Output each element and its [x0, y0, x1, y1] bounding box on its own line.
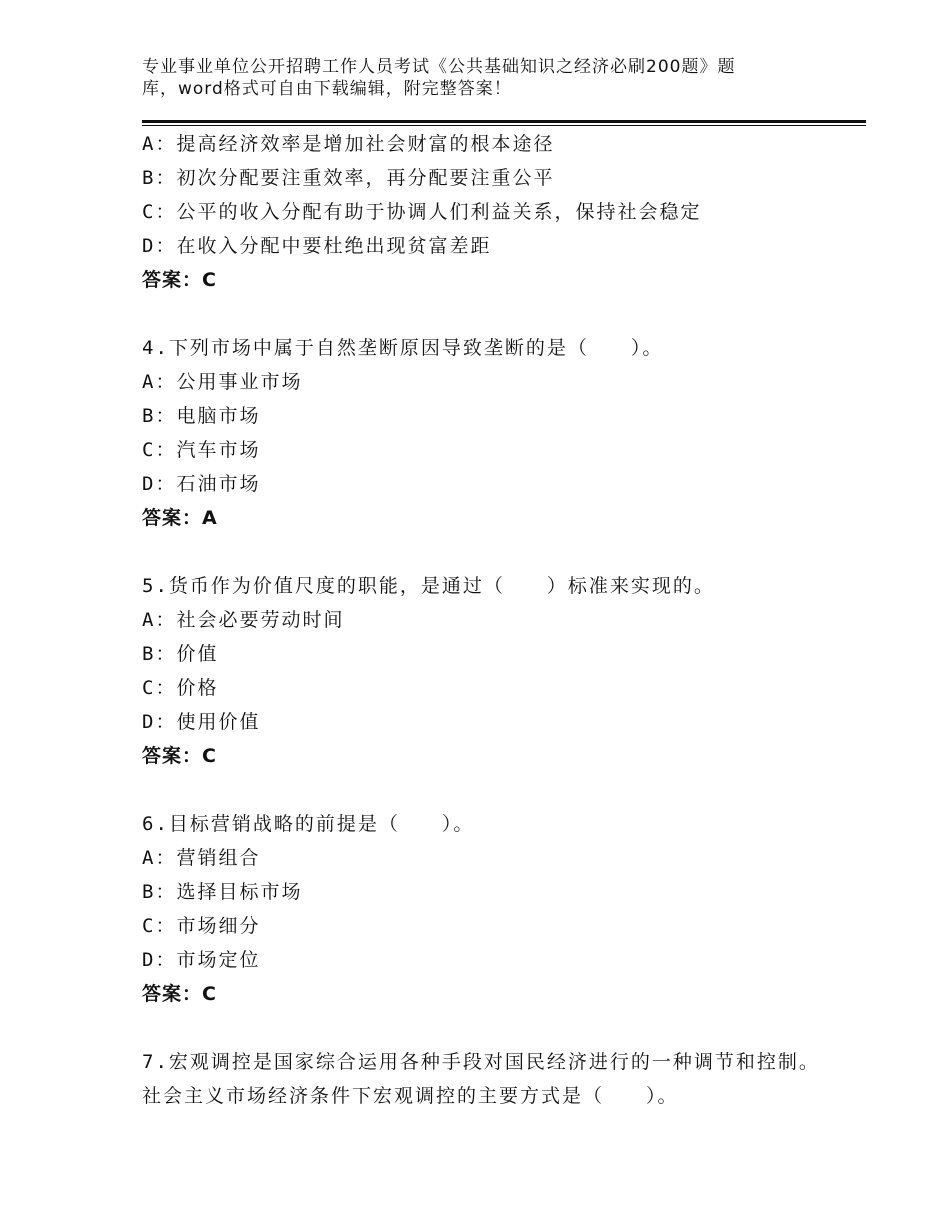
option-d: D：在收入分配中要杜绝出现贫富差距 — [142, 235, 492, 257]
header-line-2: 库，word格式可自由下载编辑，附完整答案！ — [142, 79, 512, 99]
option-c: C：市场细分 — [142, 915, 261, 937]
question-text: 4.下列市场中属于自然垄断原因导致垄断的是（ ）。 — [142, 337, 664, 359]
header-rule-thin — [142, 125, 866, 126]
option-b: B：价值 — [142, 643, 219, 665]
question-6 — [142, 807, 862, 1011]
question-7 — [142, 1045, 862, 1113]
document-header — [142, 56, 782, 100]
answer: 答案：C — [142, 269, 217, 291]
question-4 — [142, 331, 862, 535]
answer: 答案：C — [142, 983, 217, 1005]
question-list — [142, 127, 862, 1113]
question-text: 5.货币作为价值尺度的职能，是通过（ ）标准来实现的。 — [142, 575, 715, 597]
question-text: 7.宏观调控是国家综合运用各种手段对国民经济进行的一种调节和控制。社会主义市场经济条件下宏观调控的主要方式是（ ）。 — [142, 1051, 820, 1107]
option-b: B：初次分配要注重效率，再分配要注重公平 — [142, 167, 555, 189]
option-a: A：提高经济效率是增加社会财富的根本途径 — [142, 133, 555, 155]
option-d: D：市场定位 — [142, 949, 261, 971]
option-c: C：汽车市场 — [142, 439, 261, 461]
answer: 答案：A — [142, 507, 218, 529]
option-b: B：选择目标市场 — [142, 881, 303, 903]
header-rule-thick — [142, 120, 866, 123]
option-c: C：价格 — [142, 677, 219, 699]
option-c: C：公平的收入分配有助于协调人们利益关系，保持社会稳定 — [142, 201, 702, 223]
option-d: D：石油市场 — [142, 473, 261, 495]
option-b: B：电脑市场 — [142, 405, 261, 427]
question-5 — [142, 569, 862, 773]
option-a: A：社会必要劳动时间 — [142, 609, 345, 631]
header-line-1: 专业事业单位公开招聘工作人员考试《公共基础知识之经济必刷200题》题 — [142, 57, 736, 77]
question-3 — [142, 127, 862, 297]
answer: 答案：C — [142, 745, 217, 767]
question-text: 6.目标营销战略的前提是（ ）。 — [142, 813, 475, 835]
option-a: A：公用事业市场 — [142, 371, 303, 393]
option-d: D：使用价值 — [142, 711, 261, 733]
option-a: A：营销组合 — [142, 847, 261, 869]
